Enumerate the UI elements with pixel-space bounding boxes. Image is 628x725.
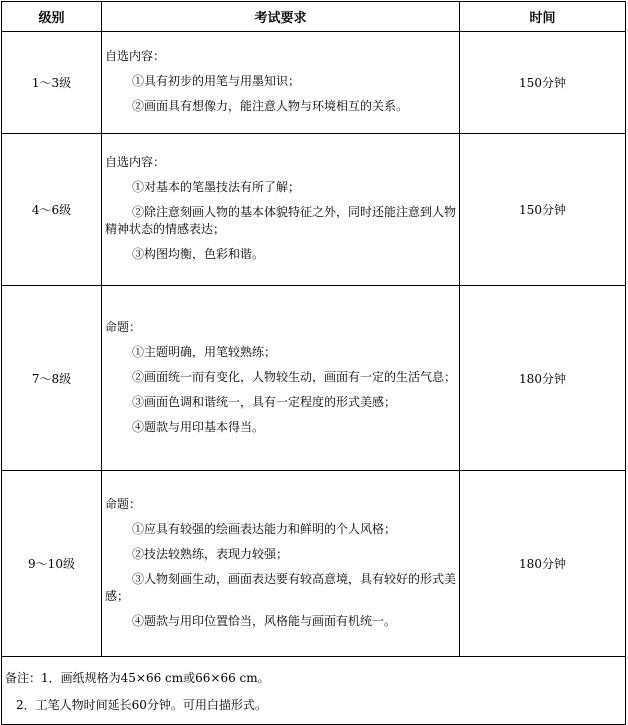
time-cell: 150分钟 <box>460 134 626 286</box>
table-row <box>2 286 626 471</box>
header-time: 时间 <box>460 2 626 32</box>
table-row <box>2 471 626 657</box>
exam-requirements-table <box>1 1 626 725</box>
requirement-item: ③画面色调和谐统一，具有一定程度的形式美感； <box>132 394 397 409</box>
requirement-item: ③人物刻画生动，画面表达要有较高意境，具有较好的形式美感； <box>105 571 457 603</box>
requirement-item: ①具有初步的用笔与用墨知识； <box>132 74 301 88</box>
level-cell: 4～6级 <box>2 134 102 286</box>
time-cell: 150分钟 <box>460 32 626 134</box>
requirement-item: ④题款与用印基本得当。 <box>132 419 265 434</box>
time-cell: 180分钟 <box>460 471 626 657</box>
requirements-cell <box>102 471 460 657</box>
level-cell: 7～8级 <box>2 286 102 471</box>
requirement-item: ①应具有较强的绘画表达能力和鲜明的个人风格； <box>132 521 397 536</box>
header-requirements: 考试要求 <box>102 2 460 32</box>
header-row <box>2 2 626 32</box>
notes-row <box>2 657 626 725</box>
level-cell: 9～10级 <box>2 471 102 657</box>
requirements-cell <box>102 286 460 471</box>
requirement-item: ②技法较熟练，表现力较强； <box>132 546 289 561</box>
note-line-1: 备注：1．画纸规格为45×66 cm或66×66 cm。 <box>5 670 270 685</box>
header-level: 级别 <box>2 2 102 32</box>
requirements-label: 命题： <box>105 319 142 334</box>
requirement-item: ①对基本的笔墨技法有所了解； <box>132 180 301 194</box>
requirement-item: ②除注意刻画人物的基本体貌特征之外，同时还能注意到人物精神状态的情感表达； <box>105 205 457 236</box>
requirement-item: ②画面具有想像力，能注意人物与环境相互的关系。 <box>132 99 409 113</box>
requirement-item: ②画面统一而有变化，人物较生动，画面有一定的生活气息； <box>132 369 457 384</box>
requirement-item: ④题款与用印位置恰当，风格能与画面有机统一。 <box>132 613 397 628</box>
note-line-2: 2．工笔人物时间延长60分钟。可用白描形式。 <box>16 697 267 712</box>
table-row <box>2 32 626 134</box>
time-cell: 180分钟 <box>460 286 626 471</box>
requirements-label: 自选内容： <box>105 155 166 169</box>
requirements-label: 自选内容： <box>105 49 166 63</box>
requirement-item: ③构图均衡，色彩和谐。 <box>132 247 265 261</box>
notes-cell <box>2 657 626 725</box>
requirements-cell <box>102 134 460 286</box>
table-row <box>2 134 626 286</box>
level-cell: 1～3级 <box>2 32 102 134</box>
requirement-item: ①主题明确，用笔较熟练； <box>132 344 277 359</box>
requirements-label: 命题： <box>105 496 142 511</box>
requirements-cell <box>102 32 460 134</box>
